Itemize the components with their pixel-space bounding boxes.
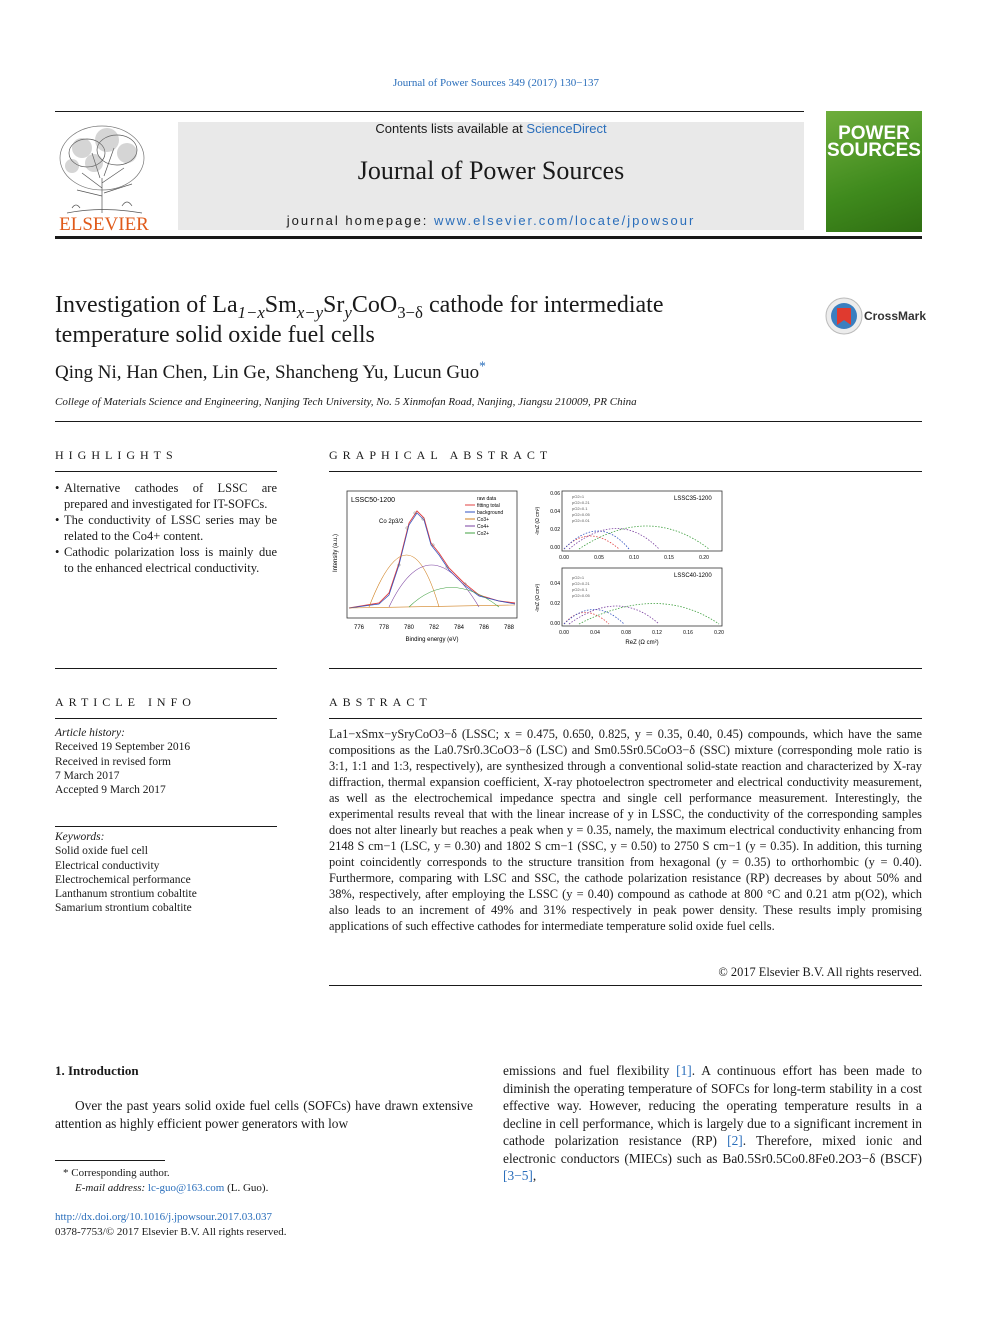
elsevier-logo (52, 118, 156, 234)
eis-top-label: LSSC35-1200 (674, 496, 712, 502)
graphical-abstract-rule-top (329, 471, 922, 472)
svg-text:782: 782 (428, 625, 440, 631)
history-line: 7 March 2017 (55, 769, 120, 782)
eis-xlabel: ReZ (Ω cm²) (625, 640, 659, 646)
keyword: Lanthanum strontium cobaltite (55, 888, 197, 901)
highlights-rule-bottom (55, 668, 277, 669)
keyword: Solid oxide fuel cell (55, 845, 148, 858)
svg-text:Co2+: Co2+ (477, 531, 490, 537)
article-info-rule (55, 718, 277, 719)
keyword: Samarium strontium cobaltite (55, 902, 192, 915)
history-line: Received 19 September 2016 (55, 741, 191, 754)
svg-text:pO2=0.1: pO2=0.1 (572, 587, 588, 592)
svg-text:0.08: 0.08 (621, 630, 631, 636)
bullet-icon: • (55, 545, 60, 559)
email-line: E-mail address: lc-guo@163.com (L. Guo). (75, 1182, 269, 1194)
xps-panel (333, 491, 517, 643)
journal-cover[interactable] (826, 111, 922, 232)
xps-xticks (354, 625, 515, 631)
highlights-list (55, 480, 277, 576)
svg-text:788: 788 (503, 625, 515, 631)
eis-bottom-panel (535, 568, 724, 646)
svg-text:786: 786 (478, 625, 490, 631)
svg-text:0.10: 0.10 (629, 555, 639, 561)
history-line: Received in revised form (55, 755, 171, 768)
keyword: Electrical conductivity (55, 859, 160, 872)
graphical-abstract-heading: GRAPHICAL ABSTRACT (329, 448, 553, 462)
introduction-right-column: emissions and fuel flexibility [1]. A continuous effort has been made to diminish the operating temperature of SOFCs for long-term stability in a cost effective way. However, reducing the operating temperature results in a decline in cell performance, which is largely due to a significant increment in cathode polarization resistance (RP) [2]. Therefore, mixed ionic and electronic conductors (MIECs) such as Ba0.5Sr0.5Co0.8Fe0.2O3−δ (BSCF) [3−5], (503, 1063, 922, 1183)
keyword: Electrochemical performance (55, 873, 191, 886)
svg-text:pO2=0.21: pO2=0.21 (572, 500, 590, 505)
svg-text:780: 780 (403, 625, 415, 631)
svg-text:0.12: 0.12 (652, 630, 662, 636)
doi-link[interactable]: http://dx.doi.org/10.1016/j.jpowsour.2017.03.037 (55, 1211, 273, 1223)
homepage-link[interactable]: www.elsevier.com/locate/jpowsour (434, 213, 696, 228)
header-thick-rule (55, 236, 922, 239)
svg-text:0.04: 0.04 (590, 630, 600, 636)
authors-text: Qing Ni, Han Chen, Lin Ge, Shancheng Yu, Lucun Guo (55, 362, 480, 383)
graphical-abstract-rule-bottom (329, 668, 922, 669)
eis-top-yticks (550, 491, 560, 551)
abstract-rule-top (329, 718, 922, 719)
highlight-item: • Cathodic polarization loss is mainly due to the enhanced electrical conductivity. (55, 545, 277, 575)
svg-text:Co3+: Co3+ (477, 517, 490, 523)
svg-text:pO2=0.01: pO2=0.01 (572, 518, 590, 523)
svg-text:0.04: 0.04 (550, 581, 560, 587)
svg-text:0.16: 0.16 (683, 630, 693, 636)
keywords (55, 830, 197, 916)
svg-text:pO2=0.1: pO2=0.1 (572, 506, 588, 511)
section-rule (55, 421, 922, 422)
reference-link[interactable]: [1] (676, 1063, 692, 1078)
footnote-rule (55, 1160, 165, 1161)
elsevier-wordmark: ELSEVIER (59, 214, 149, 234)
highlights-heading: HIGHLIGHTS (55, 448, 178, 462)
reference-link[interactable]: [2] (727, 1133, 743, 1148)
svg-text:0.20: 0.20 (699, 555, 709, 561)
eis-bottom-xticks (559, 630, 724, 636)
footnote (55, 1166, 268, 1196)
author-list (55, 358, 486, 384)
svg-text:0.20: 0.20 (714, 630, 724, 636)
affiliation: College of Materials Science and Engineering, Nanjing Tech University, No. 5 Xinmofan Road, Nanjing, Jiangsu 210009, PR China (55, 396, 637, 408)
svg-text:0.00: 0.00 (550, 621, 560, 627)
svg-text:776: 776 (353, 625, 365, 631)
cover-title (826, 125, 922, 159)
eis-top-xticks (559, 555, 709, 561)
xps-panel-label: LSSC50-1200 (351, 497, 395, 504)
svg-text:0.00: 0.00 (550, 545, 560, 551)
contents-prefix: Contents lists available at (375, 121, 527, 136)
email-link[interactable]: lc-guo@163.com (147, 1182, 225, 1194)
keywords-label: Keywords: (55, 831, 105, 843)
eis-top-panel (535, 491, 722, 561)
svg-text:0.06: 0.06 (550, 491, 560, 497)
xps-ylabel: Intensity (a.u.) (333, 533, 339, 573)
sciencedirect-link[interactable]: ScienceDirect (526, 121, 607, 136)
history-label: Article history: (55, 727, 125, 739)
reference-link[interactable]: [3−5] (503, 1168, 533, 1183)
svg-text:pO2=0.05: pO2=0.05 (572, 593, 590, 598)
svg-text:0.00: 0.00 (559, 555, 569, 561)
abstract-copyright: © 2017 Elsevier B.V. All rights reserved. (718, 965, 922, 979)
bullet-icon: • (55, 513, 60, 527)
highlight-item: • The conductivity of LSSC series may be related to the Co4+ content. (55, 513, 277, 543)
journal-citation[interactable]: Journal of Power Sources 349 (2017) 130−137 (392, 77, 599, 89)
abstract-rule-bottom (329, 985, 922, 986)
svg-text:pO2=1: pO2=1 (572, 575, 585, 580)
eis-top-ylabel: -ImZ (Ω cm²) (535, 506, 541, 536)
article-history (55, 726, 190, 797)
eis-bottom-ylabel: -ImZ (Ω cm²) (535, 583, 541, 613)
highlight-item: • Alternative cathodes of LSSC are prepared and investigated for IT-SOFCs. (55, 481, 277, 511)
crossmark-label: CrossMark (864, 309, 927, 323)
svg-text:0.00: 0.00 (559, 630, 569, 636)
svg-text:fitting total: fitting total (477, 503, 500, 509)
corresponding-author-note: * Corresponding author. (63, 1167, 170, 1179)
introduction-left-column: Over the past years solid oxide fuel cells (SOFCs) have drawn extensive attention as highly efficient power generators with low (55, 1098, 473, 1131)
title-line1: Investigation of $La_{1-x}Sm_{x-y}Sr_yCoO_{3-\delta}$ cathode for intermediate (55, 292, 664, 322)
svg-text:0.02: 0.02 (550, 601, 560, 607)
corresponding-author-mark[interactable]: * (479, 358, 486, 374)
svg-text:0.15: 0.15 (664, 555, 674, 561)
cover-title-line2: SOURCES (827, 140, 921, 161)
header-rule (55, 111, 804, 112)
svg-text:pO2=0.05: pO2=0.05 (572, 512, 590, 517)
svg-text:0.02: 0.02 (550, 527, 560, 533)
crossmark-icon (824, 296, 864, 336)
abstract-heading: ABSTRACT (329, 695, 432, 709)
highlights-rule-top (55, 471, 277, 472)
svg-text:raw data: raw data (477, 496, 497, 502)
history-line: Accepted 9 March 2017 (55, 784, 166, 797)
article-title (55, 290, 775, 350)
svg-text:0.04: 0.04 (550, 509, 560, 515)
eis-bottom-label: LSSC40-1200 (674, 573, 712, 579)
svg-text:pO2=0.21: pO2=0.21 (572, 581, 590, 586)
keywords-rule (55, 826, 277, 827)
graphical-abstract-figure[interactable] (329, 483, 729, 648)
svg-text:778: 778 (378, 625, 390, 631)
contents-line (178, 121, 804, 136)
issn-line: 0378-7753/© 2017 Elsevier B.V. All rights reserved. (55, 1226, 287, 1238)
eis-bottom-yticks (550, 581, 560, 627)
svg-text:0.05: 0.05 (594, 555, 604, 561)
introduction-heading: 1. Introduction (55, 1063, 139, 1078)
bullet-icon: • (55, 481, 60, 495)
cover-title-line1: POWER (838, 123, 910, 144)
crossmark-badge[interactable] (824, 296, 927, 336)
xps-xlabel: Binding energy (eV) (405, 637, 459, 643)
homepage-prefix: journal homepage: (286, 213, 435, 228)
xps-peak-label: Co 2p3/2 (379, 519, 404, 525)
title-line2: temperature solid oxide fuel cells (55, 322, 375, 348)
svg-text:background: background (477, 510, 504, 516)
svg-text:784: 784 (453, 625, 465, 631)
homepage-line (178, 213, 804, 228)
journal-name: Journal of Power Sources (357, 156, 625, 185)
svg-text:pO2=1: pO2=1 (572, 494, 585, 499)
article-info-heading: ARTICLE INFO (55, 695, 196, 709)
svg-text:Co4+: Co4+ (477, 524, 490, 530)
abstract-text: La1−xSmx−ySryCoO3−δ (LSSC; x = 0.475, 0.650, 0.825, y = 0.35, 0.40, 0.45) compounds, which have the same compositions as the La0.7Sr0.3CoO3−δ (LSC) and Sm0.5Sr0.5CoO3−δ (SSC) mixture (corresponding mole ratio is 3:1, 1:1 and 1:3, respectively), are synthesized through a conventional solid-state reaction and characterized by X-ray diffraction, thermal expansion coefficient, X-ray photoelectron spectrometer and electrical conductivity measurement, as well as the electrochemical impedance spectra and single cell performance measurement. Interestingly, the experimental results reveal that with the linear increase of y in LSSC, the conductivity of the corresponding samples does not alter linearly but reaches a peak when y = 0.35, namely, the maximum electrical conductivity enhancing from 2148 S cm−1 (LSC, y = 0.30) and 1802 S cm−1 (SSC, y = 0.50) to 2750 S cm−1 (y = 0.35). In addition, this turning point coincidently corresponds to the structure transition from hexagonal (y = 0.35) to orthorhombic (y = 0.40). Furthermore, comparing with LSC and SSC, the cathode polarization resistance (RP) decreases by about 50% and 38%, respectively, after employing the LSSC (y = 0.40) compound as cathode at 800 °C and 0.21 atm p(O2), which also leads to an increment of 49% and 31% respectively in peak power density. These results imply promising applications of such effective cathodes for intermediate temperature solid oxide fuel cells. (329, 727, 922, 933)
